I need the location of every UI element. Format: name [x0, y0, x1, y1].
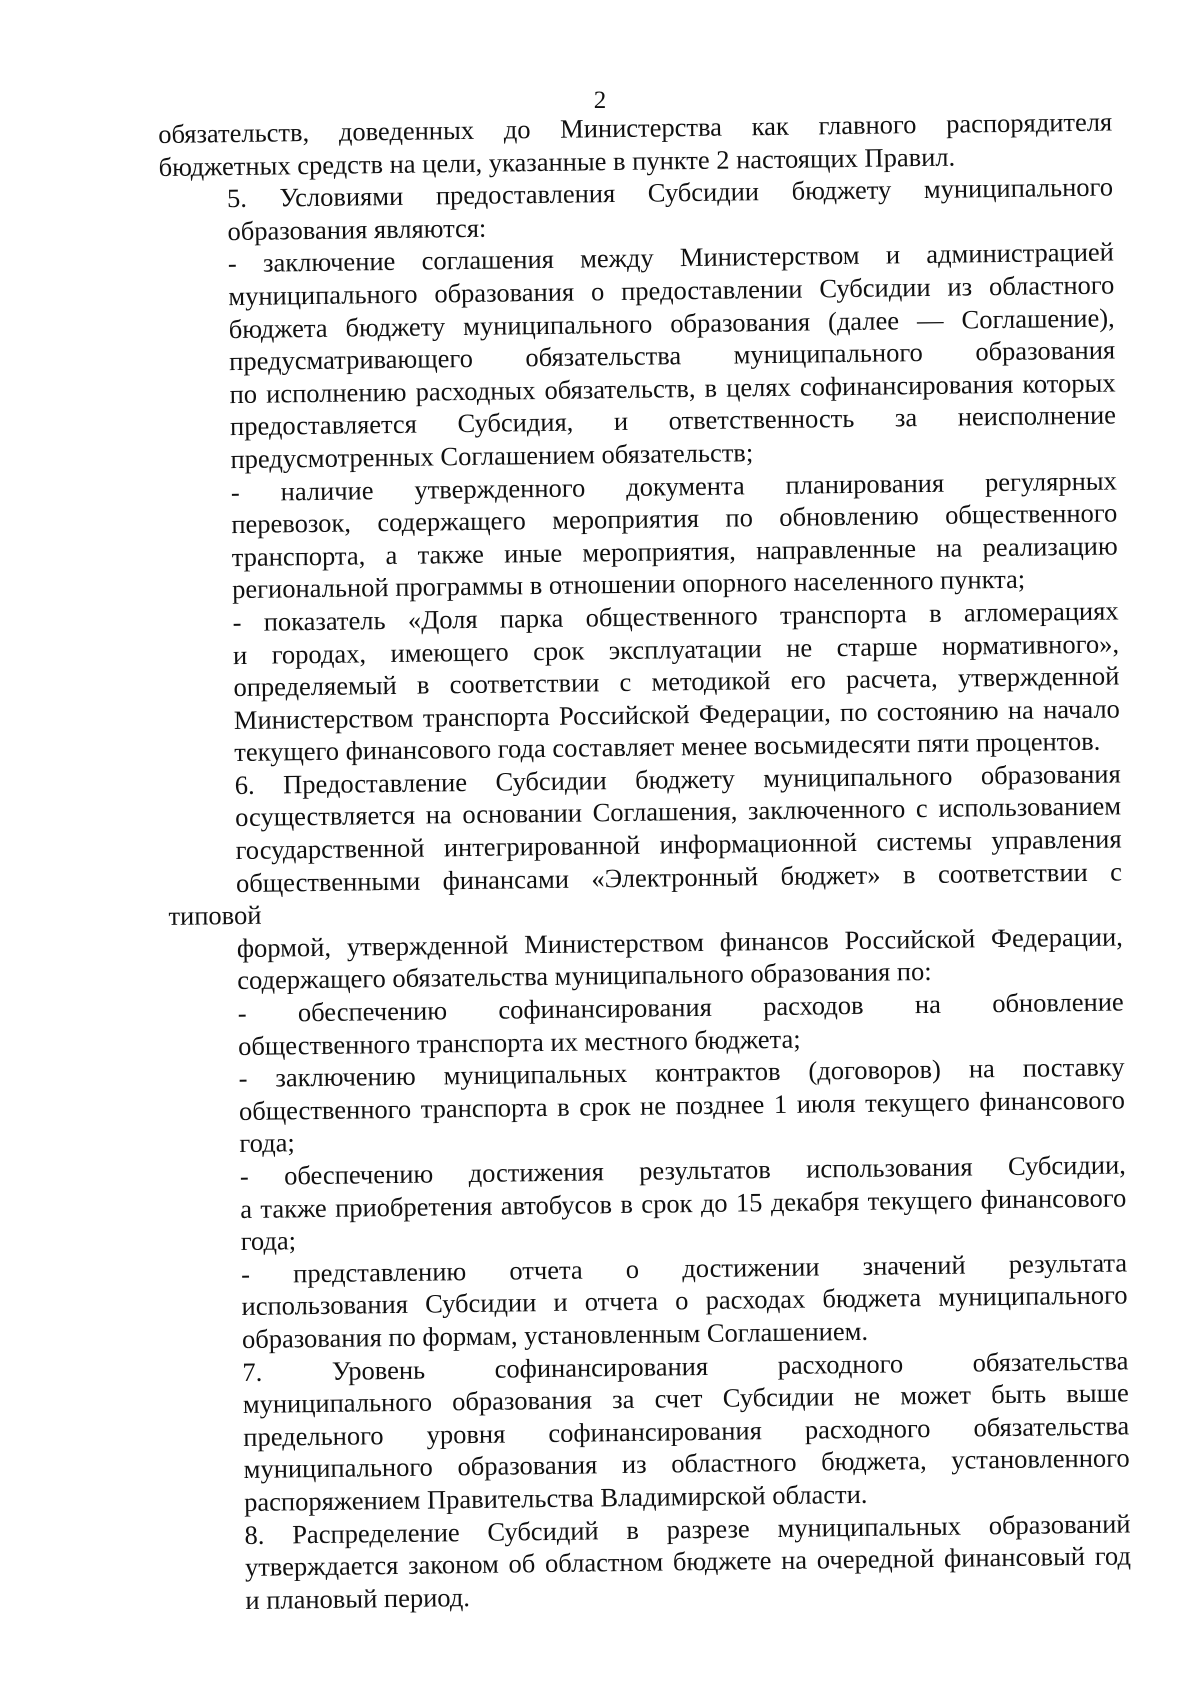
text-line: 8. Распределение Субсидий в разрезе муниципальных образований: [244, 1507, 1131, 1550]
text-line: 5. Условиями предоставления Субсидии бюджету муниципального: [226, 171, 1114, 214]
text-line: определяемый в соответствии с методикой его расчета, утвержденной: [233, 660, 1120, 703]
text-line: транспорта, а также иные мероприятия, направленные на реализацию: [231, 530, 1118, 572]
paragraph: [158, 106, 1113, 184]
page-number: 2: [593, 87, 607, 114]
text-line: государственной интегрированной информационной системы управления: [235, 823, 1122, 866]
text-line: предусмотренных Соглашением обязательств;: [230, 437, 754, 475]
text-line: 7. Уровень софинансирования расходного обязательства: [242, 1344, 1129, 1387]
paragraph: [160, 236, 1117, 477]
text-line: муниципального образования за счет Субсидии не может быть выше: [242, 1377, 1129, 1420]
paragraph: [167, 757, 1124, 998]
text-line: 6. Предоставление Субсидии бюджету муниципального образования: [234, 758, 1121, 800]
text-line: общественного транспорта их местного бюджета;: [237, 1023, 801, 1061]
text-line: - наличие утвержденного документа планирования регулярных: [230, 465, 1118, 507]
paragraph: [176, 1507, 1131, 1617]
text-line: текущего финансового года составляет менее восьмидесяти пяти процентов.: [234, 726, 1101, 768]
text-line: - заключению муниципальных контрактов (договоров) на поставку: [238, 1051, 1125, 1094]
paragraph: [170, 1051, 1125, 1161]
text-line: образования по формам, установленным Соглашением.: [241, 1315, 869, 1354]
text-line: и плановый период.: [245, 1581, 471, 1615]
document-body: [158, 106, 1132, 1618]
text-line: а также приобретения автобусов в срок до 15 декабря текущего финансового: [240, 1182, 1127, 1224]
paragraph: [174, 1344, 1130, 1519]
text-line: - заключение соглашения между Министерством и администрацией: [227, 236, 1115, 279]
text-line: формой, утвержденной Министерством финансов Российской Федерации,: [236, 921, 1123, 963]
paragraph: [164, 594, 1120, 769]
text-line: предельного уровня софинансирования расходного обязательства: [243, 1410, 1130, 1452]
text-line: - обеспечению достижения результатов использования Субсидии,: [239, 1149, 1126, 1192]
text-line: региональной программы в отношении опорного населенного пункта;: [231, 564, 1026, 605]
text-line: утверждается законом об областном бюджете на очередной финансовый год: [244, 1540, 1132, 1583]
text-line: - представлению отчета о достижении значений результата: [240, 1247, 1128, 1289]
text-line: муниципального образования о предоставлении Субсидии из областного: [228, 269, 1115, 312]
text-line: использования Субсидии и отчета о расходах бюджета муниципального: [241, 1279, 1128, 1322]
paragraph: [172, 1148, 1127, 1258]
text-line: содержащего обязательства муниципального образования по:: [237, 956, 932, 996]
text-line: общественными финансами «Электронный бюджет» в соответствии с типовой: [168, 856, 1123, 932]
text-line: муниципального образования из областного бюджета, установленного: [243, 1442, 1130, 1485]
text-line: и городах, имеющего срок эксплуатации не старше нормативного»,: [232, 627, 1120, 670]
text-line: общественного транспорта в срок не позднее 1 июля текущего финансового: [238, 1084, 1126, 1126]
text-line: - обеспечению софинансирования расходов на обновление: [237, 986, 1124, 1029]
text-line: по исполнению расходных обязательств, в целях софинансирования которых: [229, 367, 1116, 409]
paragraph: [163, 464, 1119, 607]
text-line: года;: [240, 1225, 297, 1257]
paragraph: [159, 171, 1114, 249]
paragraph: [170, 985, 1125, 1063]
text-line: распоряжением Правительства Владимирской области.: [243, 1478, 868, 1517]
text-line: года;: [239, 1127, 295, 1159]
text-line: осуществляется на основании Соглашения, заключенного с использованием: [234, 790, 1122, 833]
text-line: образования являются:: [227, 212, 487, 246]
text-line: бюджета бюджету муниципального образования (далее — Соглашение),: [228, 302, 1115, 344]
text-line: перевозок, содержащего мероприятия по обновлению общественного: [231, 497, 1118, 540]
text-line: предоставляется Субсидия, и ответственность за неисполнение: [229, 399, 1117, 442]
text-line: - показатель «Доля парка общественного транспорта в агломерациях: [232, 595, 1119, 637]
text-line: бюджетных средств на цели, указанные в пункте 2 настоящих Правил.: [158, 141, 956, 182]
text-line: предусматривающего обязательства муниципального образования: [228, 334, 1116, 377]
paragraph: [173, 1246, 1128, 1356]
text-line: Министерством транспорта Российской Федерации, по состоянию на начало: [233, 693, 1121, 735]
text-line: обязательств, доведенных до Министерства как главного распорядителя: [158, 106, 1113, 149]
